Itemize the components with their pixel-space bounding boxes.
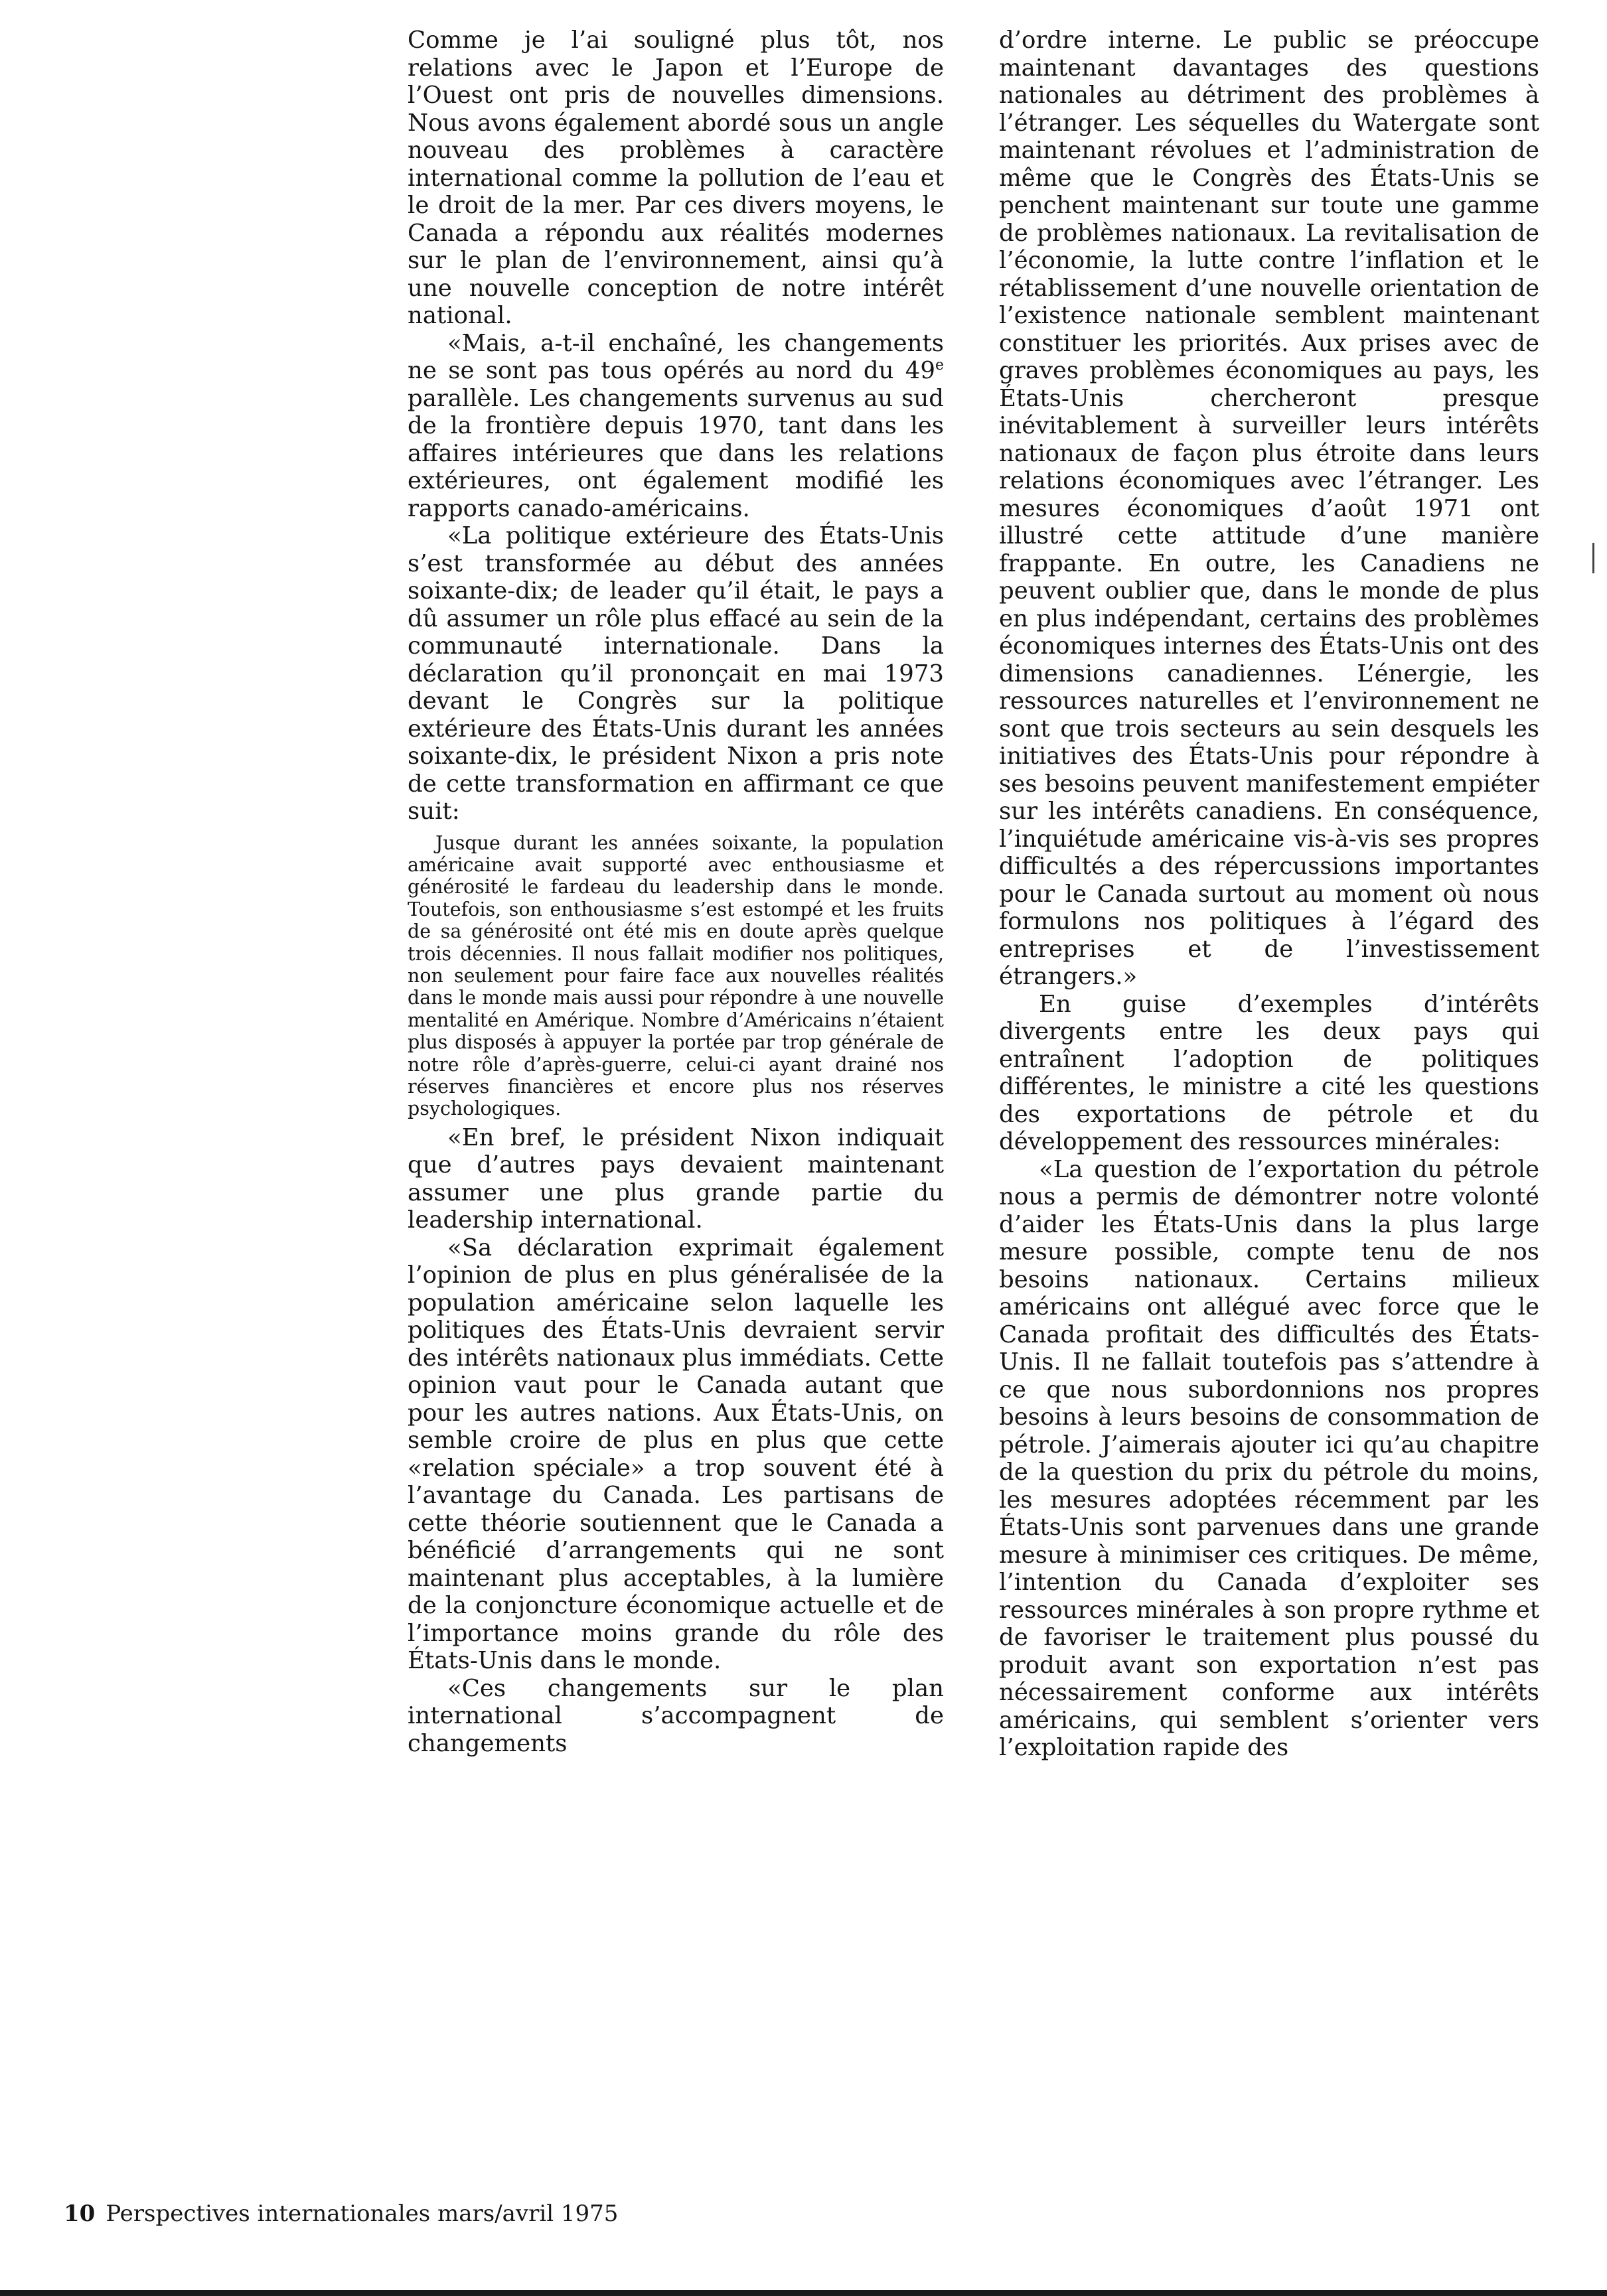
- paragraph-text: parallèle. Les changements survenus au sud de la frontière depuis 1970, tant dans les affaires intérieures que dans les relations extérieures, ont également modifié les rapports canado-américains.: [408, 384, 944, 522]
- page-number: 10: [64, 2200, 96, 2227]
- margin-mark: [1592, 543, 1594, 573]
- body-paragraph: «La politique extérieure des États-Unis s’est transformée au début des années soixante-dix; de leader qu’il était, le pays a dû assumer un rôle plus effacé au sein de la communauté internationale. Dans la déclaration qu’il prononçait en mai 1973 devant le Congrès sur la politique extérieure des États-Unis durant les années soixante-dix, le président Nixon a pris note de cette transformation en affirmant ce que suit:: [408, 522, 944, 825]
- bottom-edge-rule: [0, 2290, 1607, 2296]
- paragraph-text: «Mais, a-t-il enchaîné, les changements ne se sont pas tous opérés au nord du 49: [408, 329, 944, 384]
- body-paragraph: «En bref, le président Nixon indiquait que d’autres pays devaient maintenant assumer une plus grande partie du leadership international.: [408, 1123, 944, 1234]
- body-paragraph: «Sa déclaration exprimait également l’opinion de plus en plus généralisée de la population américaine selon laquelle les politiques des États-Unis devraient servir des intérêts nationaux plus immédiats. Cette opinion vaut pour le Canada autant que pour les autres nations. Aux États-Unis, on semble croire de plus en plus que cette «relation spéciale» a trop souvent été à l’avantage du Canada. Les partisans de cette théorie soutiennent que le Canada a bénéficié d’arrangements qui ne sont maintenant plus acceptables, à la lumière de la conjoncture économique actuelle et de l’importance moins grande du rôle des États-Unis dans le monde.: [408, 1234, 944, 1675]
- left-column: [408, 27, 944, 1757]
- body-paragraph: d’ordre interne. Le public se préoccupe maintenant davantages des questions nationales au détriment des problèmes à l’étranger. Les séquelles du Watergate sont maintenant révolues et l’administration de même que le Congrès des États-Unis se penchent maintenant sur toute une gamme de problèmes nationaux. La revitalisation de l’économie, la lutte contre l’inflation et le rétablissement d’une nouvelle orientation de l’existence nationale semblent maintenant constituer les priorités. Aux prises avec de graves problèmes économiques au pays, les États-Unis chercheront presque inévitablement à surveiller leurs intérêts nationaux de façon plus étroite dans leurs relations économiques avec l’étranger. Les mesures économiques d’août 1971 ont illustré cette attitude d’une manière frappante. En outre, les Canadiens ne peuvent oublier que, dans le monde de plus en plus indépendant, certains des problèmes économiques internes des États-Unis ont des dimensions canadiennes. L’énergie, les ressources naturelles et l’environnement ne sont que trois secteurs au sein desquels les initiatives des États-Unis pour répondre à ses besoins peuvent manifestement empiéter sur les intérêts canadiens. En conséquence, l’inquiétude américaine vis-à-vis ses propres difficultés a des répercussions importantes pour le Canada surtout au moment où nous formulons nos politiques à l’égard des entreprises et de l’investissement étrangers.»: [999, 27, 1539, 990]
- body-paragraph: «Ces changements sur le plan international s’accompagnent de changements: [408, 1674, 944, 1757]
- body-paragraph: Comme je l’ai souligné plus tôt, nos relations avec le Japon et l’Europe de l’Ouest ont pris de nouvelles dimensions. Nous avons également abordé sous un angle nouveau des problèmes à caractère international comme la pollution de l’eau et le droit de la mer. Par ces divers moyens, le Canada a répondu aux réalités modernes sur le plan de l’environnement, ainsi qu’à une nouvelle conception de notre intérêt national.: [408, 27, 944, 329]
- publication-title: Perspectives internationales mars/avril 1975: [106, 2200, 619, 2227]
- superscript: e: [935, 357, 944, 374]
- right-column: [999, 27, 1539, 1762]
- body-paragraph: «La question de l’exportation du pétrole nous a permis de démontrer notre volonté d’aider les États-Unis dans la plus large mesure possible, compte tenu de nos besoins nationaux. Certains milieux américains ont allégué avec force que le Canada profitait des difficultés des États-Unis. Il ne fallait toutefois pas s’attendre à ce que nous subordonnions nos propres besoins à leurs besoins de consommation de pétrole. J’aimerais ajouter ici qu’au chapitre de la question du prix du pétrole du moins, les mesures adoptées récemment par les États-Unis sont parvenues dans une grande mesure à minimiser ces critiques. De même, l’intention du Canada d’exploiter ses ressources minérales à son propre rythme et de favoriser le traitement plus poussé du produit avant son exportation n’est pas nécessairement conforme aux intérêts américains, qui semblent s’orienter vers l’exploitation rapide des: [999, 1155, 1539, 1761]
- block-quote: Jusque durant les années soixante, la population américaine avait supporté avec enthousiasme et générosité le fardeau du leadership dans le monde. Toutefois, son enthousiasme s’est estompé et les fruits de sa générosité ont été mis en doute après quelque trois décennies. Il nous fallait modifier nos politiques, non seulement pour faire face aux nouvelles réalités dans le monde mais aussi pour répondre à une nouvelle mentalité en Amérique. Nombre d’Américains n’étaient plus disposés à appuyer la portée par trop générale de notre rôle d’après-guerre, celui-ci ayant drainé nos réserves financières et encore plus nos réserves psychologiques.: [408, 831, 944, 1120]
- body-paragraph: En guise d’exemples d’intérêts divergents entre les deux pays qui entraînent l’adoption de politiques différentes, le ministre a cité les questions des exportations de pétrole et du développement des ressources minérales:: [999, 990, 1539, 1155]
- page-footer: [64, 2200, 618, 2227]
- body-paragraph: [408, 330, 944, 523]
